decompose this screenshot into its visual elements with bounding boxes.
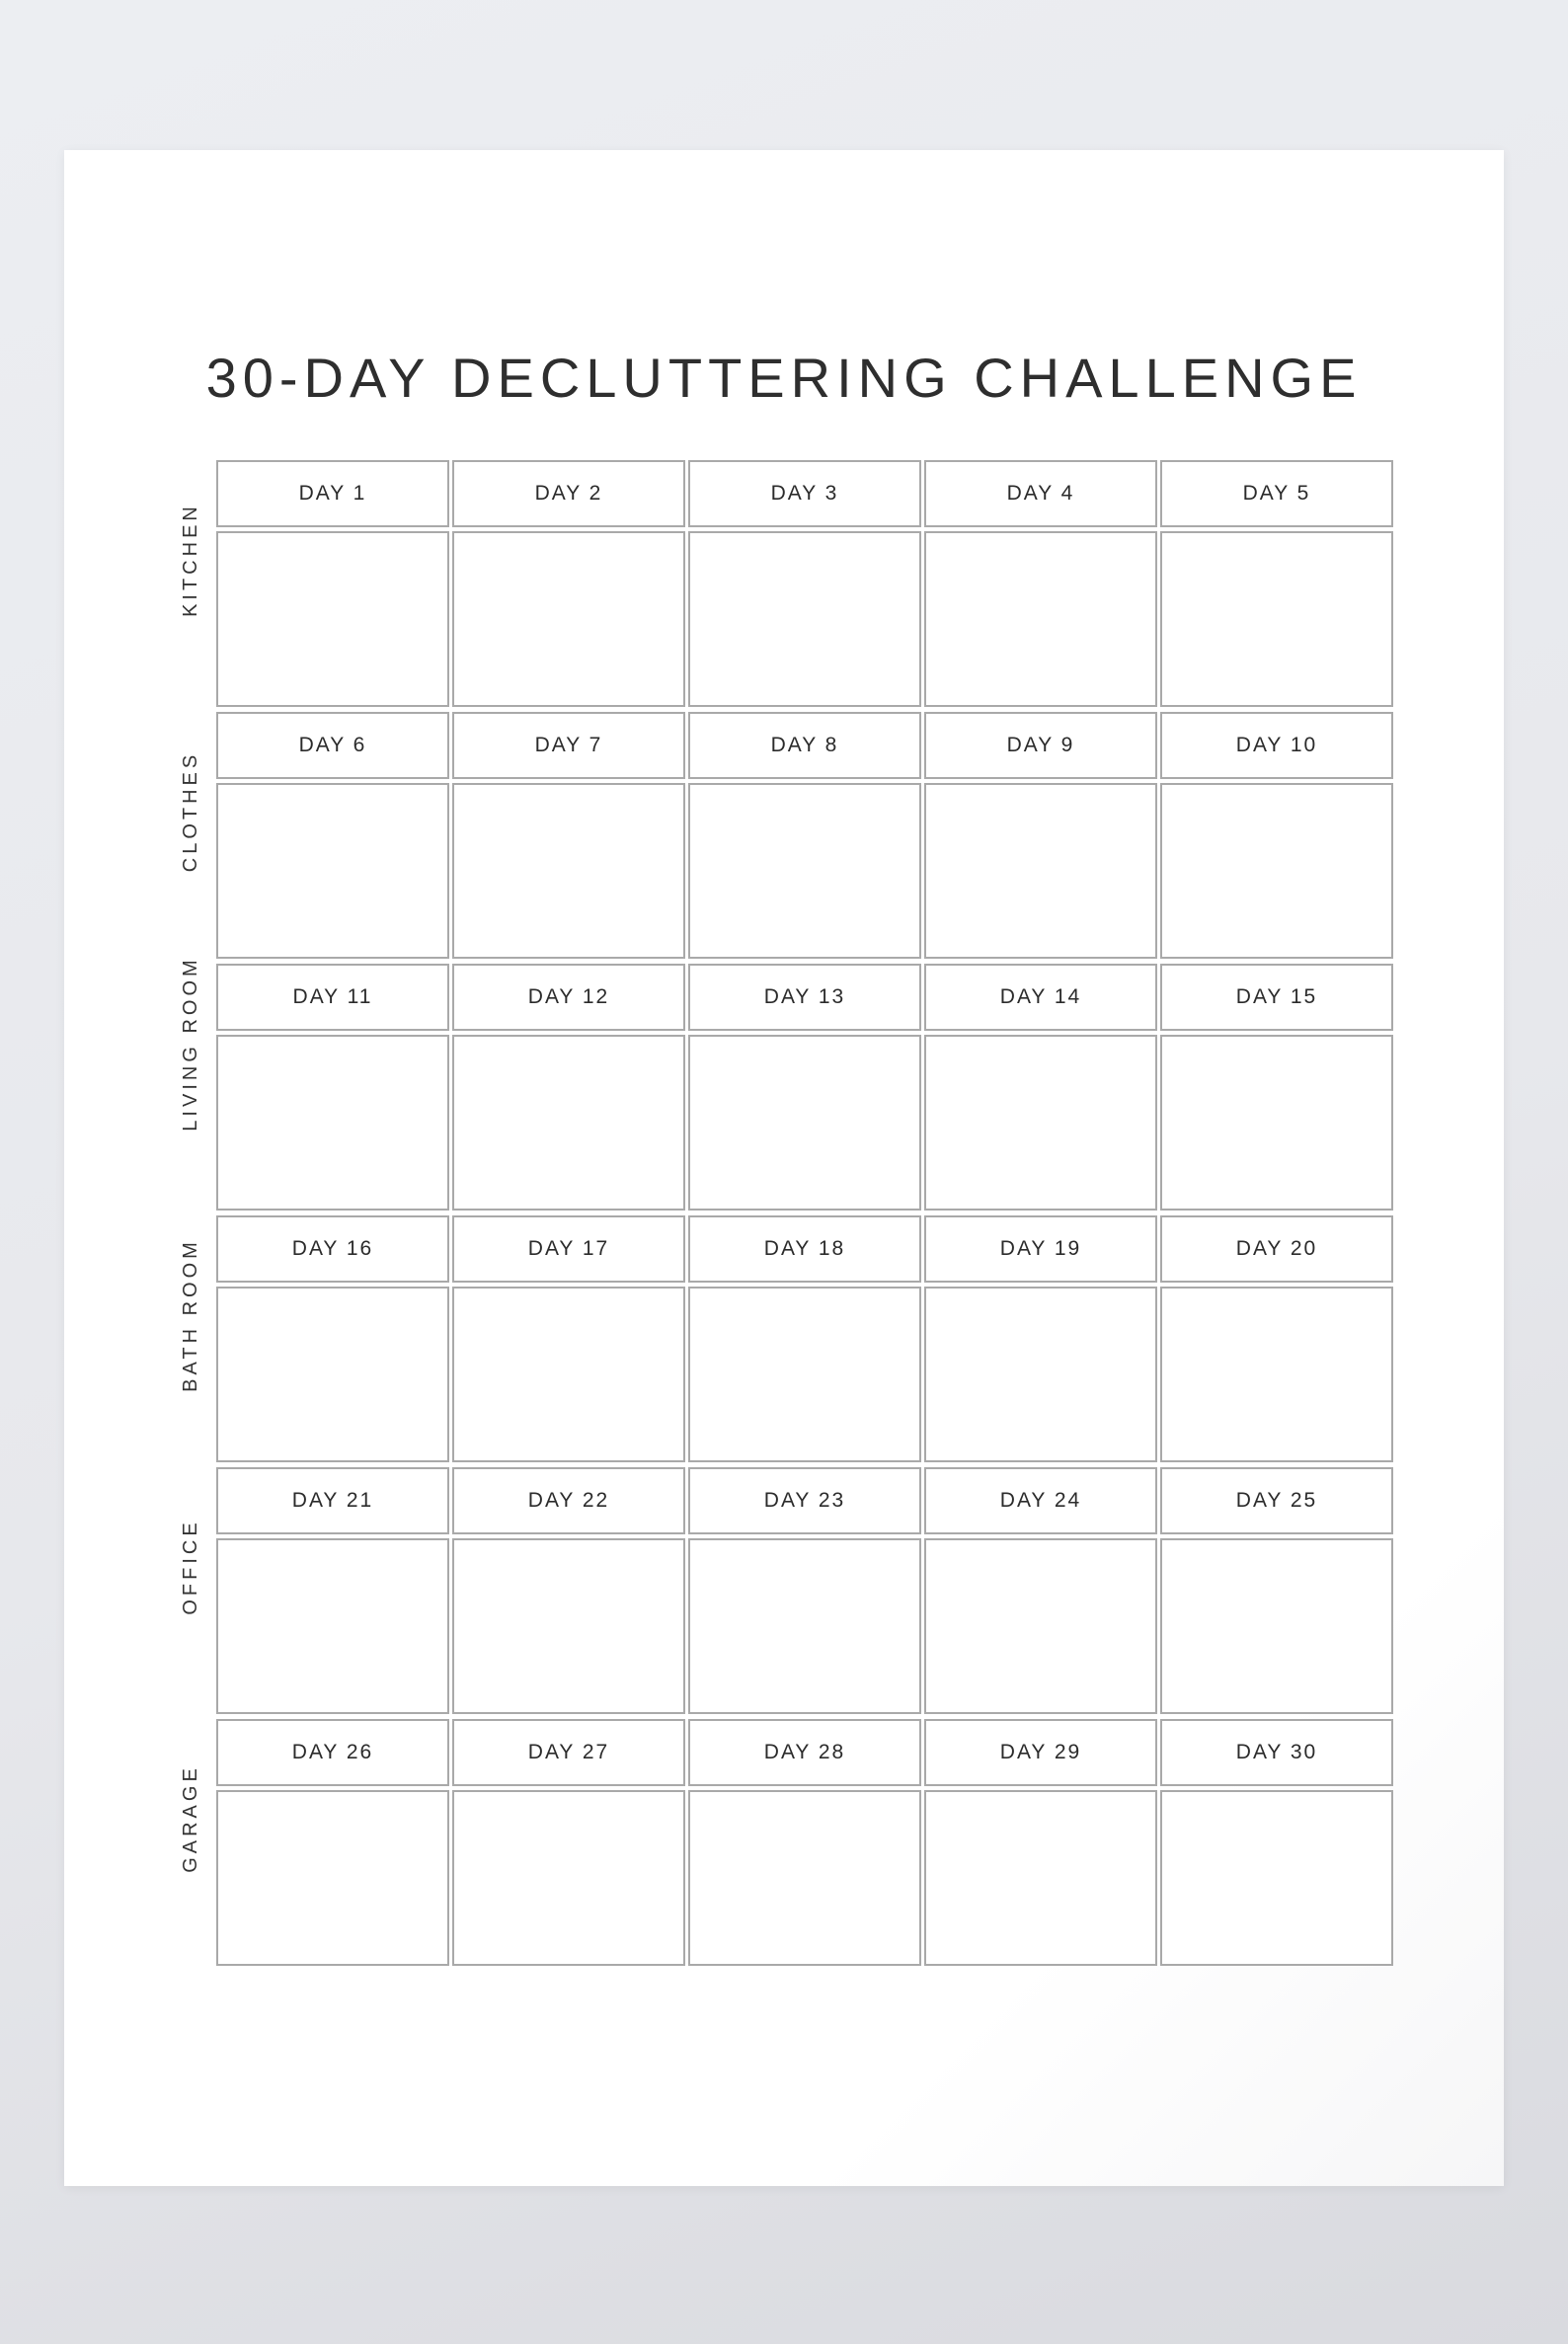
day-entry-box	[688, 1035, 921, 1211]
day-entry-box	[1160, 1035, 1393, 1211]
day-header: DAY 9	[924, 712, 1157, 779]
day-entry-box	[216, 1538, 449, 1714]
day-header: DAY 19	[924, 1215, 1157, 1283]
day-header: DAY 13	[688, 964, 921, 1031]
day-header: DAY 15	[1160, 964, 1393, 1031]
day-entry-box	[1160, 1538, 1393, 1714]
day-entry-box	[452, 531, 685, 707]
day-header: DAY 3	[688, 460, 921, 527]
day-entry-box	[216, 1287, 449, 1462]
day-entry-box	[1160, 1790, 1393, 1966]
day-entry-box	[688, 1538, 921, 1714]
day-header: DAY 1	[216, 460, 449, 527]
day-entry-box	[924, 783, 1157, 959]
day-header: DAY 5	[1160, 460, 1393, 527]
day-header: DAY 24	[924, 1467, 1157, 1534]
day-entry-box	[688, 1287, 921, 1462]
section-label-garage: GARAGE	[180, 1764, 201, 1873]
day-header: DAY 4	[924, 460, 1157, 527]
section-label-kitchen: KITCHEN	[180, 503, 201, 617]
day-entry-box	[924, 1287, 1157, 1462]
section-label-living-room: LIVING ROOM	[180, 956, 201, 1132]
day-entry-box	[452, 783, 685, 959]
day-header: DAY 2	[452, 460, 685, 527]
day-header: DAY 7	[452, 712, 685, 779]
day-header: DAY 8	[688, 712, 921, 779]
day-header: DAY 16	[216, 1215, 449, 1283]
day-header: DAY 12	[452, 964, 685, 1031]
day-header: DAY 17	[452, 1215, 685, 1283]
day-entry-box	[924, 1035, 1157, 1211]
section-label-clothes: CLOTHES	[180, 750, 201, 873]
day-header: DAY 25	[1160, 1467, 1393, 1534]
day-header: DAY 30	[1160, 1719, 1393, 1786]
day-entry-box	[452, 1035, 685, 1211]
day-header: DAY 26	[216, 1719, 449, 1786]
day-entry-box	[452, 1538, 685, 1714]
day-entry-box	[216, 531, 449, 707]
day-header: DAY 27	[452, 1719, 685, 1786]
day-entry-box	[924, 1538, 1157, 1714]
day-header: DAY 23	[688, 1467, 921, 1534]
day-entry-box	[1160, 531, 1393, 707]
day-header: DAY 11	[216, 964, 449, 1031]
page-title: 30-DAY DECLUTTERING CHALLENGE	[205, 347, 1363, 409]
planner-page	[64, 150, 1504, 2186]
day-header: DAY 20	[1160, 1215, 1393, 1283]
day-header: DAY 10	[1160, 712, 1393, 779]
day-entry-box	[1160, 1287, 1393, 1462]
day-header: DAY 18	[688, 1215, 921, 1283]
day-header: DAY 28	[688, 1719, 921, 1786]
day-header: DAY 14	[924, 964, 1157, 1031]
day-entry-box	[216, 1790, 449, 1966]
day-entry-box	[688, 1790, 921, 1966]
day-header: DAY 22	[452, 1467, 685, 1534]
day-entry-box	[216, 783, 449, 959]
day-entry-box	[924, 531, 1157, 707]
day-header: DAY 21	[216, 1467, 449, 1534]
day-entry-box	[452, 1790, 685, 1966]
day-entry-box	[688, 531, 921, 707]
day-entry-box	[216, 1035, 449, 1211]
section-label-office: OFFICE	[180, 1519, 201, 1615]
section-label-bath-room: BATH ROOM	[180, 1238, 201, 1392]
day-entry-box	[924, 1790, 1157, 1966]
day-entry-box	[1160, 783, 1393, 959]
day-entry-box	[688, 783, 921, 959]
day-header: DAY 29	[924, 1719, 1157, 1786]
day-header: DAY 6	[216, 712, 449, 779]
day-entry-box	[452, 1287, 685, 1462]
